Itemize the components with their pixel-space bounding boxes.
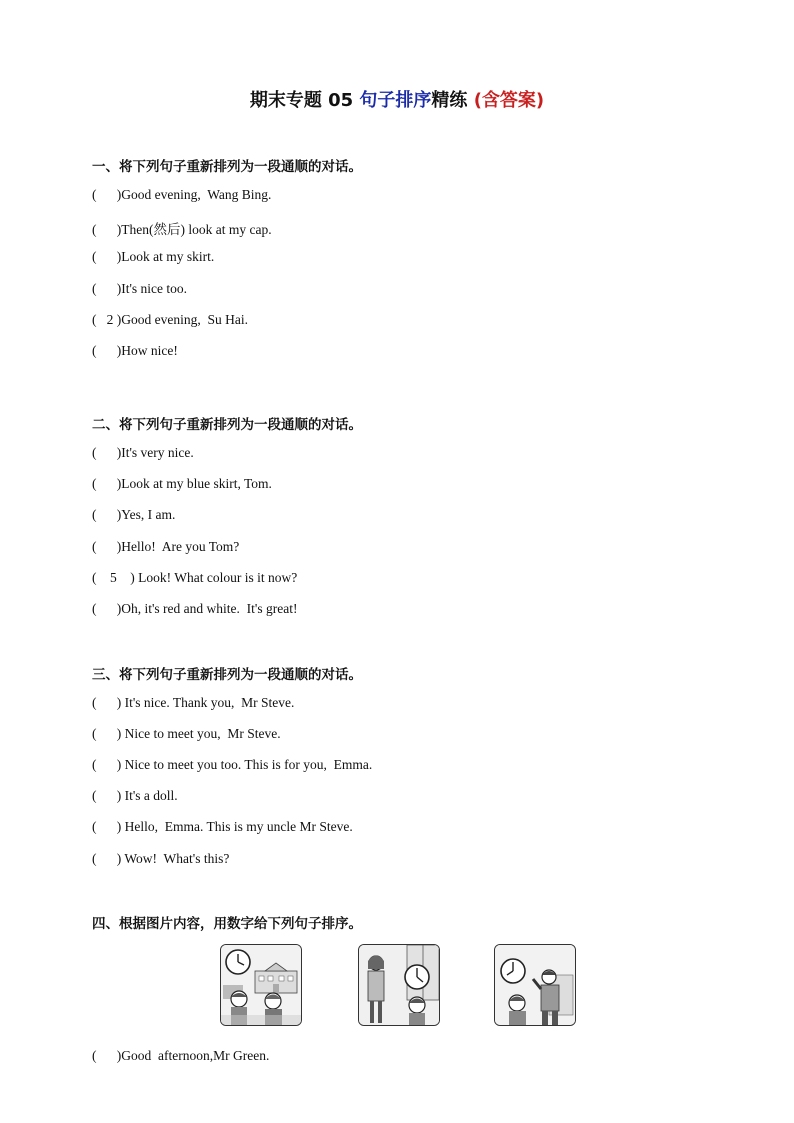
s3-line-1 — [92, 695, 294, 711]
sentence: It's very nice. — [121, 445, 194, 460]
title-part-1: 期末专题 05 — [249, 90, 360, 111]
answer-blank[interactable]: ( ) — [92, 601, 122, 616]
answer-blank[interactable]: ( ) — [92, 788, 122, 803]
s3-line-5 — [92, 819, 353, 835]
answer-blank[interactable]: ( ) — [92, 757, 122, 772]
s3-line-4 — [92, 788, 178, 804]
s3-line-6 — [92, 851, 229, 867]
page-title — [0, 86, 794, 112]
answer-blank[interactable]: ( ) — [92, 187, 122, 202]
answer-blank[interactable]: ( ) — [92, 343, 122, 358]
s1-line-6 — [92, 343, 178, 359]
sentence: Good evening, Su Hai. — [121, 312, 248, 327]
title-part-2: 句子排序 — [359, 90, 432, 111]
answer-blank[interactable]: ( 2 ) — [92, 312, 122, 327]
title-part-3: 精练 — [431, 90, 474, 111]
sentence: Hello, Emma. This is my uncle Mr Steve. — [121, 819, 353, 834]
s1-line-3 — [92, 249, 214, 265]
s2-line-1 — [92, 445, 194, 461]
answer-blank[interactable]: ( ) — [92, 851, 122, 866]
s3-line-3 — [92, 757, 372, 773]
sentence: Wow! What's this? — [121, 851, 230, 866]
answer-blank[interactable]: ( ) — [92, 726, 122, 741]
s2-line-5 — [92, 570, 297, 586]
answer-blank[interactable]: ( ) — [92, 281, 122, 296]
s1-line-2 — [92, 218, 272, 238]
s2-line-6 — [92, 601, 297, 617]
answer-blank[interactable]: ( ) — [92, 695, 122, 710]
man-clock-picture — [494, 944, 576, 1026]
school-clock-picture — [220, 944, 302, 1026]
sentence: Look at my blue skirt, Tom. — [121, 476, 272, 491]
section-3-heading: 三、将下列句子重新排列为一段通顺的对话。 — [92, 667, 362, 683]
s2-line-3 — [92, 507, 175, 523]
answer-blank[interactable]: ( ) — [92, 819, 122, 834]
sentence: Yes, I am. — [121, 507, 176, 522]
section-1-heading: 一、将下列句子重新排列为一段通顺的对话。 — [92, 159, 362, 175]
answer-blank[interactable]: ( ) — [92, 507, 122, 522]
s4-line-1 — [92, 1048, 269, 1064]
sentence: Hello! Are you Tom? — [121, 539, 240, 554]
sentence: Good afternoon,Mr Green. — [121, 1048, 270, 1063]
sentence: Look at my skirt. — [121, 249, 215, 264]
title-part-4: (含答案) — [473, 90, 545, 111]
s2-line-4 — [92, 539, 239, 555]
s3-line-2 — [92, 726, 281, 742]
sentence: Nice to meet you, Mr Steve. — [121, 726, 281, 741]
s1-line-4 — [92, 281, 187, 297]
answer-blank[interactable]: ( ) — [92, 222, 122, 237]
sentence: Then(然后) look at my cap. — [121, 222, 272, 237]
s2-line-2 — [92, 476, 272, 492]
sentence: Good evening, Wang Bing. — [121, 187, 272, 202]
sentence: How nice! — [121, 343, 178, 358]
answer-blank[interactable]: ( ) — [92, 1048, 122, 1063]
answer-blank[interactable]: ( 5 ) — [92, 570, 135, 585]
section-2-heading: 二、将下列句子重新排列为一段通顺的对话。 — [92, 417, 362, 433]
answer-blank[interactable]: ( ) — [92, 445, 122, 460]
section-4-heading: 四、根据图片内容，用数字给下列句子排序。 — [92, 916, 362, 932]
sentence: It's nice too. — [121, 281, 188, 296]
sentence: It's a doll. — [121, 788, 178, 803]
sentence: Oh, it's red and white. It's great! — [121, 601, 298, 616]
answer-blank[interactable]: ( ) — [92, 539, 122, 554]
sentence: It's nice. Thank you, Mr Steve. — [121, 695, 295, 710]
sentence: Look! What colour is it now? — [134, 570, 298, 585]
teacher-clock-picture — [358, 944, 440, 1026]
s1-line-5 — [92, 312, 248, 328]
answer-blank[interactable]: ( ) — [92, 476, 122, 491]
s1-line-1 — [92, 187, 271, 203]
sentence: Nice to meet you too. This is for you, Emma. — [121, 757, 373, 772]
answer-blank[interactable]: ( ) — [92, 249, 122, 264]
picture-row — [0, 944, 794, 1028]
